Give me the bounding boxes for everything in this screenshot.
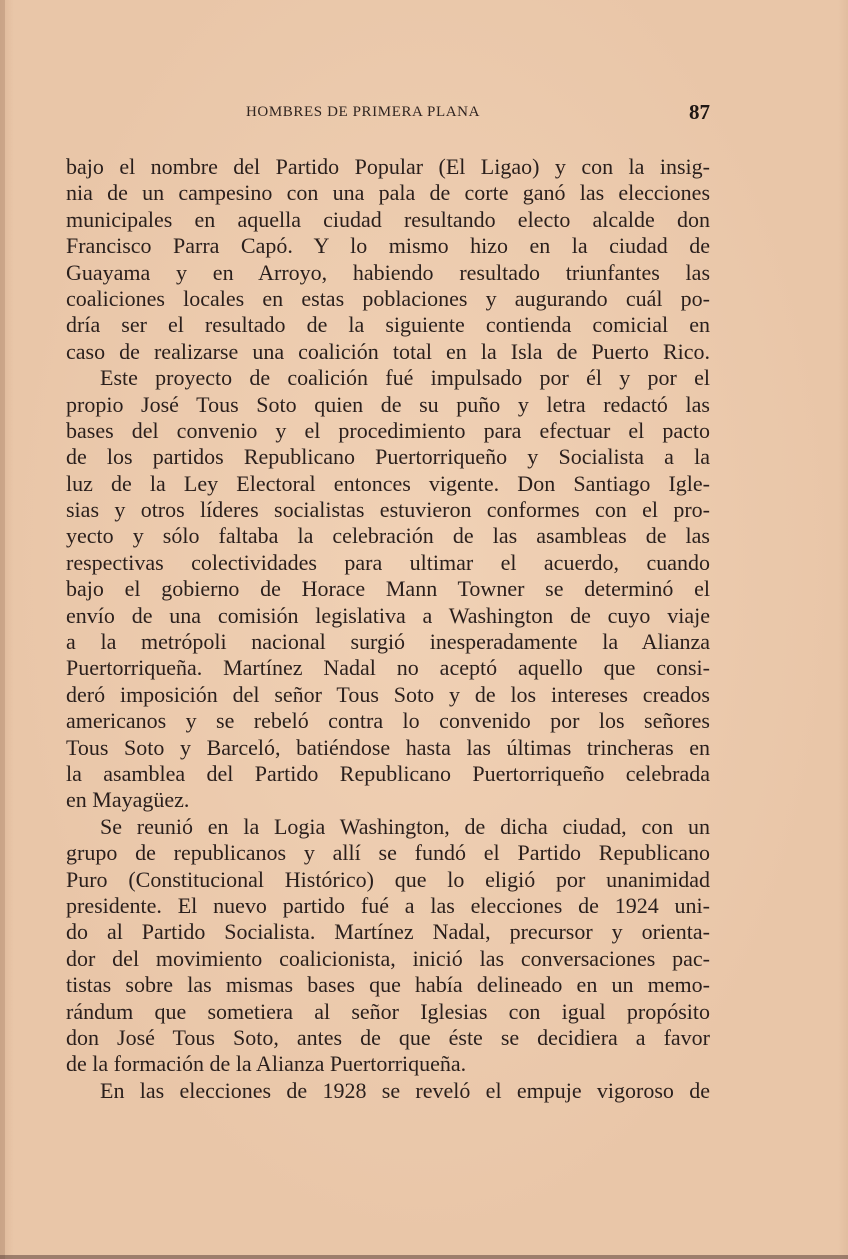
text-line: coaliciones locales en estas poblaciones y augurando cuál po-: [66, 285, 710, 311]
text-line: nia de un campesino con una pala de corte ganó las elecciones: [66, 180, 710, 206]
text-line: Puro (Constitucional Histórico) que lo eligió por unanimidad: [66, 866, 710, 892]
text-line: bases del convenio y el procedimiento para efectuar el pacto: [66, 417, 710, 443]
text-line: dría ser el resultado de la siguiente contienda comicial en: [66, 312, 710, 338]
text-line: bajo el gobierno de Horace Mann Towner se determinó el: [66, 576, 710, 602]
text-line: dor del movimiento coalicionista, inició las conversaciones pac-: [66, 945, 710, 971]
text-line: americanos y se rebeló contra lo convenido por los señores: [66, 708, 710, 734]
text-line: de la formación de la Alianza Puertorriqueña.: [66, 1051, 467, 1077]
text-line: yecto y sólo faltaba la celebración de las asambleas de las: [66, 523, 710, 549]
text-line: a la metrópoli nacional surgió inesperadamente la Alianza: [66, 629, 710, 655]
text-line: Francisco Parra Capó. Y lo mismo hizo en la ciudad de: [66, 233, 710, 259]
text-line: envío de una comisión legislativa a Washington de cuyo viaje: [66, 602, 710, 628]
text-line: en Mayagüez.: [66, 787, 190, 813]
text-line: respectivas colectividades para ultimar el acuerdo, cuando: [66, 549, 710, 575]
text-line: bajo el nombre del Partido Popular (El Ligao) y con la insig-: [66, 154, 710, 179]
text-line: de los partidos Republicano Puertorriqueño y Socialista a la: [66, 444, 710, 470]
text-line: deró imposición del señor Tous Soto y de los intereses creados: [66, 681, 710, 707]
text-line: Se reunió en la Logia Washington, de dicha ciudad, con un: [100, 813, 710, 839]
page-binding-edge: [0, 0, 5, 1259]
text-line: presidente. El nuevo partido fué a las elecciones de 1924 uni-: [66, 892, 710, 918]
text-line: sias y otros líderes socialistas estuvieron conformes con el pro-: [66, 497, 710, 523]
page-bottom-edge: [0, 1255, 848, 1259]
text-line: caso de realizarse una coalición total en la Isla de Puerto Rico.: [66, 338, 710, 364]
running-title: HOMBRES DE PRIMERA PLANA: [246, 104, 481, 120]
text-line: Puertorriqueña. Martínez Nadal no aceptó aquello que consi-: [66, 655, 710, 681]
running-header: [66, 100, 710, 128]
text-line: luz de la Ley Electoral entonces vigente. Don Santiago Igle-: [66, 470, 710, 496]
text-line: rándum que sometiera al señor Iglesias con igual propósito: [66, 998, 710, 1024]
text-line: En las elecciones de 1928 se reveló el empuje vigoroso de: [100, 1077, 710, 1103]
text-line: tistas sobre las mismas bases que había delineado en un memo-: [66, 972, 710, 998]
text-line: municipales en aquella ciudad resultando electo alcalde don: [66, 206, 710, 232]
text-line: propio José Tous Soto quien de su puño y letra redactó las: [66, 391, 710, 417]
text-line: grupo de republicanos y allí se fundó el Partido Republicano: [66, 840, 710, 866]
text-line: do al Partido Socialista. Martínez Nadal, precursor y orienta-: [66, 919, 710, 945]
text-line: la asamblea del Partido Republicano Puertorriqueño celebrada: [66, 760, 710, 786]
text-line: Tous Soto y Barceló, batiéndose hasta las últimas trincheras en: [66, 734, 710, 760]
text-line: Guayama y en Arroyo, habiendo resultado triunfantes las: [66, 259, 710, 285]
body-text: [66, 154, 710, 1104]
text-line: don José Tous Soto, antes de que éste se decidiera a favor: [66, 1024, 710, 1050]
page-number: 87: [689, 100, 710, 124]
text-line: Este proyecto de coalición fué impulsado por él y por el: [100, 365, 710, 391]
